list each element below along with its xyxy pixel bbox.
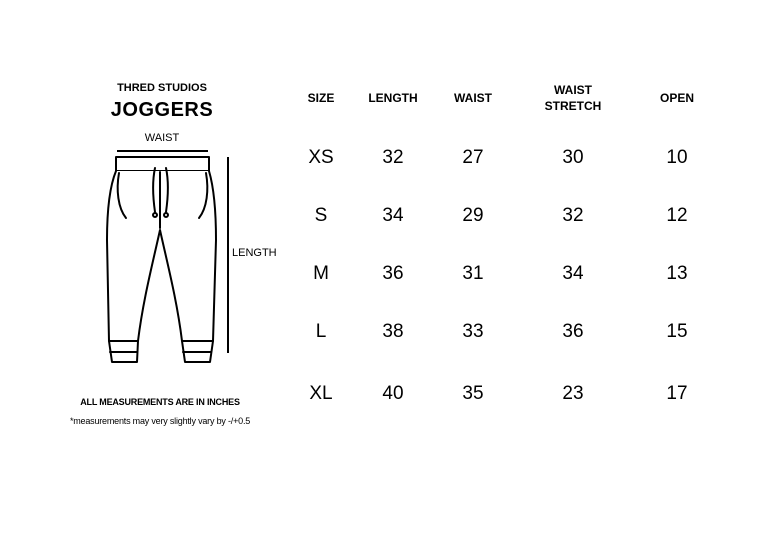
cell-open: 10 (666, 147, 688, 168)
cell-waist-stretch: 23 (562, 383, 584, 404)
cell-size: XL (309, 383, 333, 404)
cell-waist-stretch: 36 (562, 321, 584, 342)
cell-length: 36 (382, 263, 404, 284)
cell-length: 40 (382, 383, 404, 404)
cell-waist: 29 (462, 205, 484, 226)
cell-size: L (315, 321, 327, 342)
cell-length: 32 (382, 147, 404, 168)
cell-waist-stretch: 34 (562, 263, 584, 284)
cell-open: 15 (666, 321, 688, 342)
cell-size: S (314, 205, 328, 226)
header-waist-stretch-line1: WAIST (554, 83, 592, 97)
cell-length: 38 (382, 321, 404, 342)
cell-open: 17 (666, 383, 688, 404)
header-length: LENGTH (368, 91, 418, 105)
jogger-outline (107, 157, 216, 362)
header-waist-stretch-line2: STRETCH (544, 99, 602, 113)
cell-length: 34 (382, 205, 404, 226)
header-open: OPEN (659, 91, 694, 105)
length-measure-label: LENGTH (232, 247, 277, 259)
header-size: SIZE (307, 91, 335, 105)
cell-open: 12 (666, 205, 688, 226)
cell-waist-stretch: 30 (562, 147, 584, 168)
brand-name: THRED STUDIOS (117, 82, 207, 94)
cell-waist: 31 (462, 263, 484, 284)
cell-size: XS (308, 147, 334, 168)
cell-size: M (313, 263, 329, 284)
header-waist-stretch (523, 82, 623, 114)
variance-note: *measurements may very slightly vary by -/+0.5 (69, 416, 251, 426)
product-title: JOGGERS (110, 99, 214, 121)
cell-waist: 27 (462, 147, 484, 168)
cell-waist-stretch: 32 (562, 205, 584, 226)
waist-measure-label: WAIST (144, 132, 180, 144)
cell-waist: 33 (462, 321, 484, 342)
cell-open: 13 (666, 263, 688, 284)
cell-waist: 35 (462, 383, 484, 404)
header-waist: WAIST (454, 91, 492, 105)
units-note: ALL MEASUREMENTS ARE IN INCHES (80, 397, 240, 407)
